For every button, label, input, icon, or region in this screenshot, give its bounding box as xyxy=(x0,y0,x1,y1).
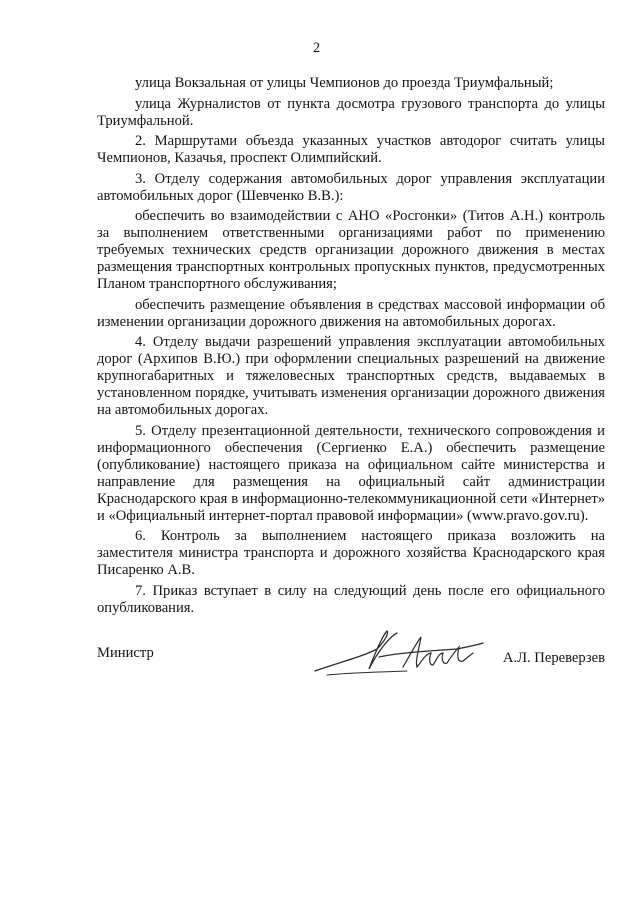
document-body xyxy=(97,75,605,620)
paragraph: 4. Отделу выдачи разрешений управления эксплуатации автомобильных дорог (Архипов В.Ю.) при оформлении специальных разрешений на движение крупногабаритных и тяжеловесных транспортных средств, выдаваемых в установленном порядке, учитывать изменения организации дорожного движения на автомобильных дорогах. xyxy=(97,334,605,418)
paragraph: 6. Контроль за выполнением настоящего приказа возложить на заместителя министра транспорта и дорожного хозяйства Краснодарского края Писаренко А.В. xyxy=(97,528,605,578)
paragraph: обеспечить размещение объявления в средствах массовой информации об изменении организации дорожного движения на автомобильных дорогах. xyxy=(97,296,605,330)
paragraph: 3. Отделу содержания автомобильных дорог управления эксплуатации автомобильных дорог (Шевченко В.В.): xyxy=(97,170,605,204)
position-title: Министр xyxy=(97,645,154,661)
paragraph: обеспечить во взаимодействии с АНО «Росгонки» (Титов А.Н.) контроль за выполнением ответственными организациями работ по применению требуемых технических средств организации дорожного движения в местах размещения транспортных контрольных пропускных пунктов, предусмотренных Планом транспортного обслуживания; xyxy=(97,208,605,292)
signature-block xyxy=(97,645,605,685)
paragraph: улица Вокзальная от улицы Чемпионов до проезда Триумфальный; xyxy=(135,75,554,91)
paragraph: 2. Маршрутами объезда указанных участков автодорог считать улицы Чемпионов, Казачья, проспект Олимпийский. xyxy=(97,133,605,166)
paragraph: 7. Приказ вступает в силу на следующий день после его официального опубликования. xyxy=(97,582,605,616)
paragraph: улица Журналистов от пункта досмотра грузового транспорта до улицы Триумфальной. xyxy=(97,95,605,129)
handwritten-signature xyxy=(307,623,497,683)
paragraph: 5. Отделу презентационной деятельности, технического сопровождения и информационного обеспечения (Сергиенко Е.А.) обеспечить размещение (опубликование) настоящего приказа на официальном сайте министерства и направление для размещения на официальный сайт администрации Краснодарского края в информационно-телекоммуникационной сети «Интернет» и «Официальный интернет-портал правовой информации» (www.pravo.gov.ru). xyxy=(97,422,605,524)
page-number: 2 xyxy=(312,40,321,56)
signer-name: А.Л. Переверзев xyxy=(502,650,605,666)
